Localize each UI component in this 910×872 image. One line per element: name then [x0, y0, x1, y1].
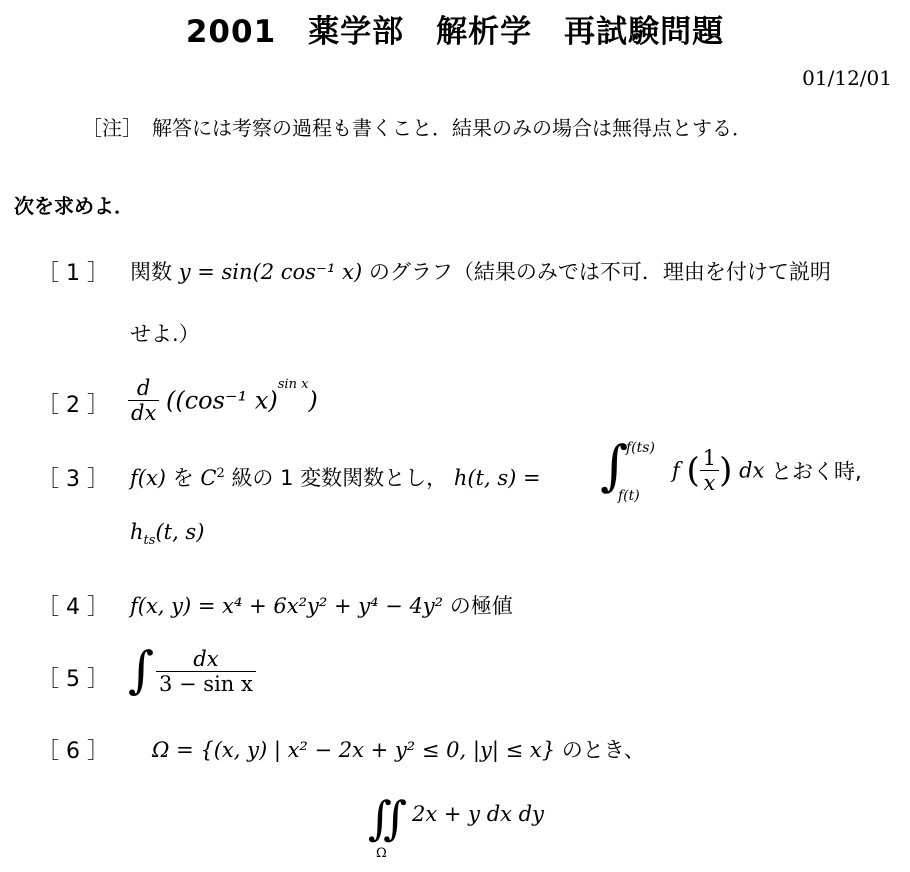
exam-date: 01/12/01 — [802, 66, 892, 90]
problem-3-lparen: ( — [686, 450, 700, 491]
page-title: 2001 薬学部 解析学 再試験問題 — [185, 14, 725, 50]
problem-3-frac-den: x — [703, 471, 716, 495]
problem-6-set: Ω = {(x, y) | x² − 2x + y² ≤ 0, |y| ≤ x} — [152, 738, 556, 762]
problem-6-double-integral: ∬ — [368, 791, 408, 845]
problem-3-fx-text: f(x) — [130, 466, 167, 490]
problem-2-number: ［ 2 ］ — [37, 393, 109, 418]
problem-1-text-after: のグラフ（結果のみでは不可．理由を付けて説明 — [368, 260, 831, 284]
problem-5-frac — [156, 647, 256, 696]
problem-2-body: ((cos⁻¹ x) — [165, 386, 278, 415]
problem-3-integrand — [672, 446, 862, 495]
problem-3-fx — [130, 462, 541, 492]
problem-1-line1 — [130, 256, 831, 286]
problem-4-line — [130, 590, 513, 620]
problem-6-number: ［ 6 ］ — [37, 739, 109, 764]
problem-1-text-before: 関数 — [130, 260, 172, 284]
problem-3-integral-sign: ∫ — [600, 434, 629, 497]
problem-3-f: f — [672, 458, 680, 483]
problem-3-frac — [700, 446, 719, 495]
problem-3-c-exp: 2 — [216, 466, 225, 481]
problem-3-text-after: とおく時, — [771, 459, 862, 484]
problem-5-denominator: 3 − sin x — [159, 672, 253, 696]
problem-3-dx: dx — [739, 458, 765, 483]
problem-3-upper: f(ts) — [626, 440, 655, 456]
problem-6-region: Ω — [376, 846, 387, 861]
problem-3-h: h — [130, 520, 144, 544]
problem-1-number: ［ 1 ］ — [37, 261, 109, 286]
problem-5-fraction — [156, 647, 256, 696]
problem-1-line2: せよ.） — [130, 322, 200, 346]
problem-3-h-args: (t, s) — [155, 520, 205, 544]
problem-3-hdef: h(t, s) = — [453, 466, 541, 490]
problem-5-number: ［ 5 ］ — [37, 667, 109, 692]
problem-2-close: ) — [308, 386, 318, 415]
problem-5-integral-sign: ∫ — [128, 641, 155, 699]
problem-2-expression — [128, 376, 318, 425]
problem-3-rparen: ) — [719, 450, 733, 491]
problem-3-lower: f(t) — [618, 488, 640, 504]
problem-4-number: ［ 4 ］ — [37, 595, 109, 620]
instruction: 次を求めよ． — [14, 194, 134, 218]
problem-2-denominator: dx — [131, 401, 157, 425]
problem-4-text-after: の極値 — [449, 594, 513, 618]
problem-3-h-sub: ts — [143, 533, 156, 549]
problem-3-number: ［ 3 ］ — [37, 467, 109, 492]
problem-3-line2 — [130, 520, 204, 548]
problem-2-numerator: d — [128, 376, 159, 401]
problem-6-line — [152, 734, 645, 764]
problem-3-text-mid: 級の 1 変数関数とし， — [231, 466, 448, 490]
problem-6-text-after: のとき、 — [561, 738, 645, 762]
problem-4-formula: f(x, y) = x⁴ + 6x²y² + y⁴ − 4y² — [130, 594, 444, 618]
problem-3-wo: を — [172, 466, 194, 490]
problem-2-derivative — [128, 376, 159, 425]
note: ［注］ 解答には考察の過程も書くこと．結果のみの場合は無得点とする． — [82, 116, 752, 140]
problem-2-exponent: sin x — [277, 377, 309, 392]
problem-1-formula: y = sin(2 cos⁻¹ x) — [178, 260, 363, 284]
problem-6-integrand: 2x + y dx dy — [412, 802, 544, 826]
problem-5-numerator: dx — [156, 647, 256, 672]
problem-3-frac-num: 1 — [700, 446, 719, 471]
problem-3-c: C — [200, 466, 217, 490]
